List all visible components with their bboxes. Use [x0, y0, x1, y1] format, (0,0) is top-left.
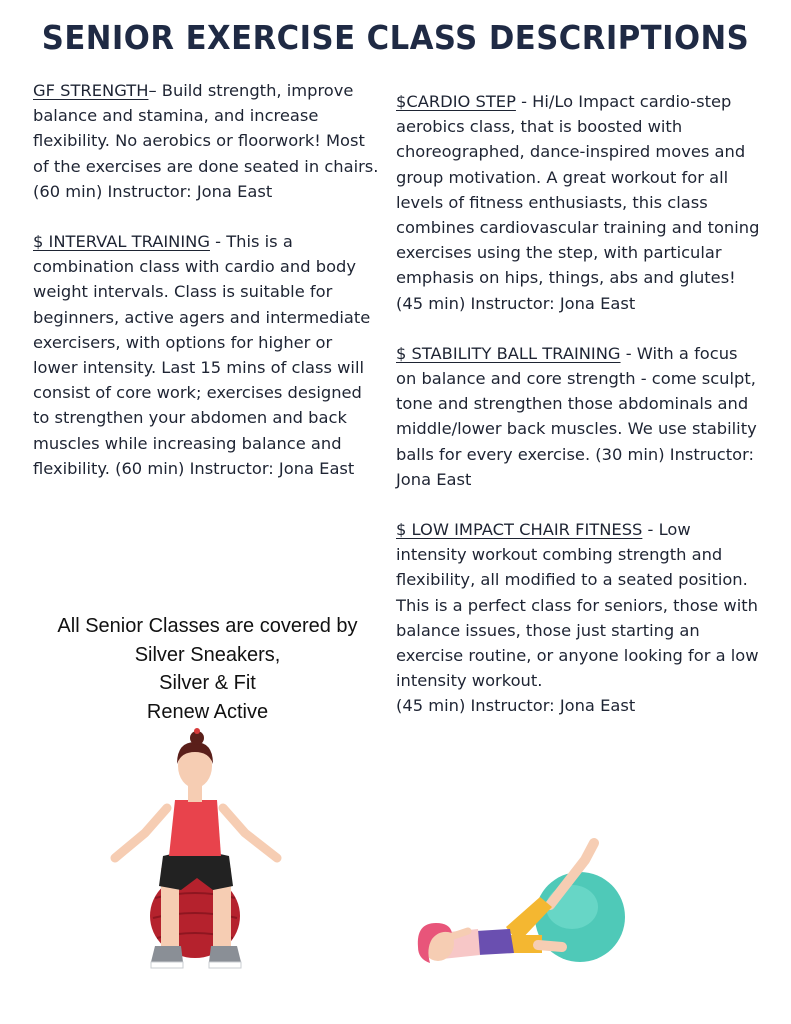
class-low-impact-chair — [396, 517, 761, 719]
coverage-note — [30, 612, 385, 726]
class-description: - With a focus on balance and core strength - come sculpt, tone and strengthen those abdominals and middle/lower back muscles. We use stability balls for every exercise. (30 min) Instructor: Jona East — [396, 343, 757, 489]
class-cardio-step — [396, 89, 761, 316]
coverage-line: Silver & Fit — [159, 672, 256, 694]
coverage-line: Silver Sneakers, — [134, 643, 281, 666]
class-name: $ STABILITY BALL TRAINING — [396, 343, 621, 363]
class-description: - Low intensity workout combing strength and flexibility, all modified to a seated position. This is a perfect class for seniors, those with balance issues, those just starting an exercise routine, or anyone looking for a low intensity workout. — [396, 520, 759, 691]
class-interval-training — [33, 229, 381, 481]
class-description: – Build strength, improve balance and stamina, and increase flexibility. No aerobics or floorwork! Most of the exercises are done seated in chairs. (60 min) Instructor: Jona East — [33, 81, 379, 201]
class-name: $ INTERVAL TRAINING — [33, 232, 210, 252]
class-description: - This is a combination class with cardio and body weight intervals. Class is suitable for beginners, active agers and intermediate exercisers, with options for higher or lower intensity. Last 15 mins of class will consist of core work; exercises designed to strengthen your abdomen and back muscles while increasing balance and flexibility. (60 min) Instructor: Jona East — [33, 232, 371, 478]
class-name: $ LOW IMPACT CHAIR FITNESS — [396, 520, 643, 540]
left-column — [33, 78, 381, 506]
class-stability-ball — [396, 341, 761, 492]
page-title: SENIOR EXERCISE CLASS DESCRIPTIONS — [41, 18, 750, 57]
class-duration-instructor: (45 min) Instructor: Jona East — [396, 696, 636, 716]
woman-on-ball-illustration — [105, 728, 290, 978]
right-column — [396, 89, 761, 744]
class-name: $CARDIO STEP — [396, 92, 516, 111]
coverage-line: All Senior Classes are covered by — [57, 615, 358, 637]
class-name: GF STRENGTH — [33, 81, 149, 100]
class-gf-strength — [33, 78, 381, 204]
woman-with-ball-illustration — [410, 835, 640, 975]
coverage-line: Renew Active — [146, 700, 269, 723]
class-description: - Hi/Lo Impact cardio-step aerobics class, that is boosted with choreographed, dance-inspired moves and group motivation. A great workout for all levels of fitness enthusiasts, this class combines cardiovascular training and toning exercises using the step, with particular emphasis on hips, things, abs and glutes! (45 min) Instructor: Jona East — [396, 92, 760, 313]
